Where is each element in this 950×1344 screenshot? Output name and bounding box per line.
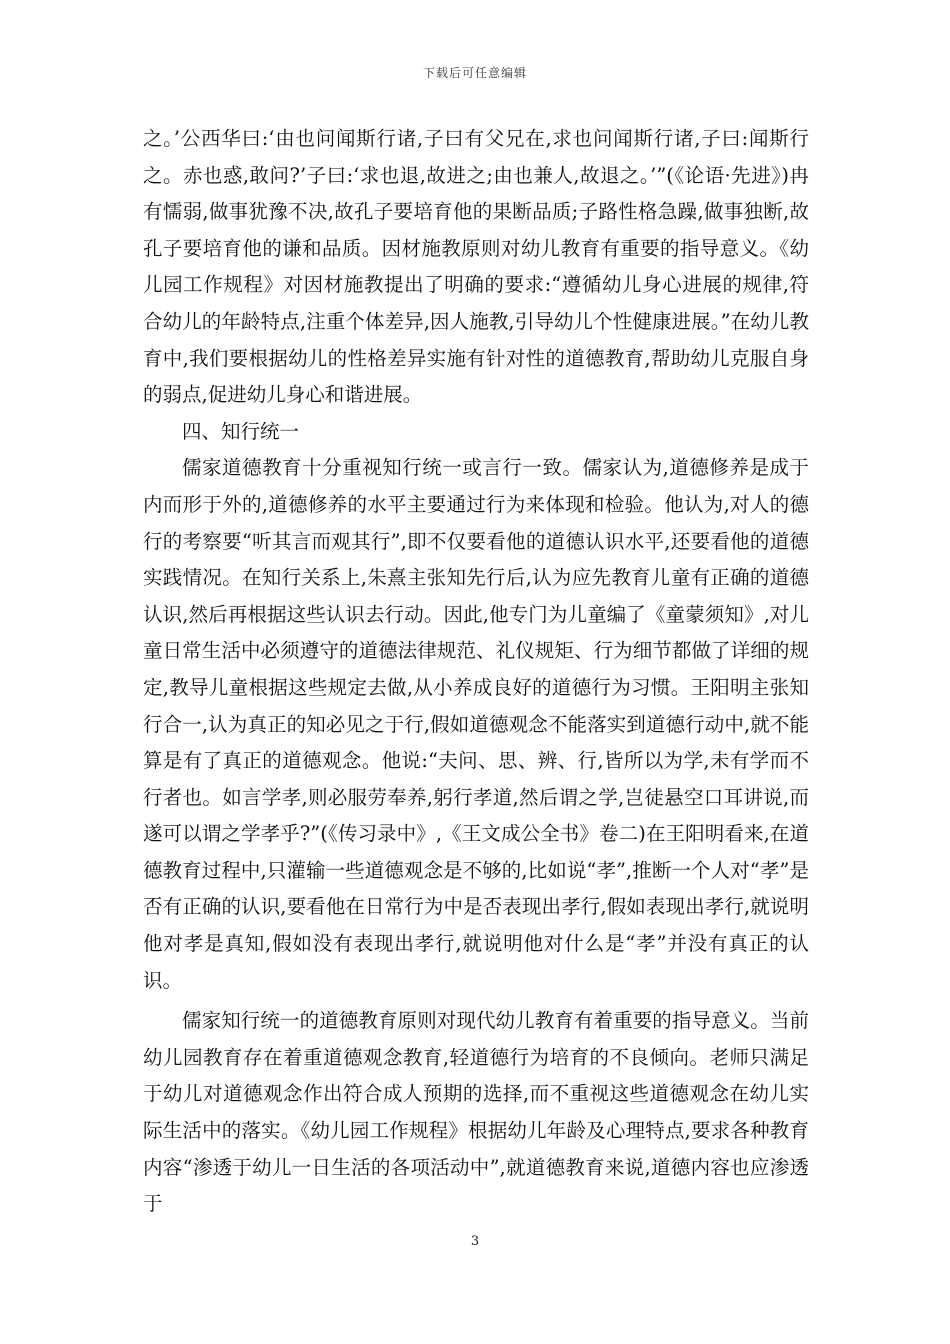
paragraph: 儒家道德教育十分重视知行统一或言行一致。儒家认为,道德修养是成于内而形于外的,道德修养的水平主要通过行为来体现和检验。他认为,对人的德行的考察要“听其言而观其行”,即不仅要看他的道德认识水平,还要看他的道德实践情况。在知行关系上,朱熹主张知先行后,认为应先教育儿童有正确的道德认识,然后再根据这些认识去行动。因此,他专门为儿童编了《童蒙须知》,对儿童日常生活中必须遵守的道德法律规范、礼仪规矩、行为细节都做了详细的规定,教导儿童根据这些规定去做,从小养成良好的道德行为习惯。王阳明主张知行合一,认为真正的知必见之于行,假如道德观念不能落实到道德行动中,就不能算是有了真正的道德观念。他说:“夫问、思、辨、行,皆所以为学,未有学而不行者也。如言学孝,则必服劳奉养,躬行孝道,然后谓之学,岂徒悬空口耳讲说,而遂可以谓之学孝乎?”(《传习录中》,《王文成公全书》卷二)在王阳明看来,在道德教育过程中,只灌输一些道德观念是不够的,比如说“孝”,推断一个人对“孝”是否有正确的认识,要看他在日常行为中是否表现出孝行,假如表现出孝行,就说明他对孝是真知,假如没有表现出孝行,就说明他对什么是“孝”并没有真正的认识。: [143, 456, 809, 992]
paragraph-continued: 之。’公西华曰:‘由也问闻斯行诸,子曰有父兄在,求也问闻斯行诸,子曰:闻斯行之。赤也惑,敢问?’子曰:‘求也退,故进之;由也兼人,故退之。’”(《论语·先进》)冉有懦弱,做事犹豫不决,故孔子要培育他的果断品质;子路性格急躁,做事独断,故孔子要培育他的谦和品质。因材施教原则对幼儿教育有重要的指导意义。《幼儿园工作规程》对因材施教提出了明确的要求:“遵循幼儿身心进展的规律,符合幼儿的年龄特点,注重个体差异,因人施教,引导幼儿个性健康进展。”在幼儿教育中,我们要根据幼儿的性格差异实施有针对性的道德教育,帮助幼儿克服自身的弱点,促进幼儿身心和谐进展。: [143, 127, 809, 407]
document-body: [143, 121, 809, 1223]
paragraph: 儒家知行统一的道德教育原则对现代幼儿教育有着重要的指导意义。当前幼儿园教育存在着重道德观念教育,轻道德行为培育的不良倾向。老师只满足于幼儿对道德观念作出符合成人预期的选择,而不重视这些道德观念在幼儿实际生活中的落实。《幼儿园工作规程》根据幼儿年龄及心理特点,要求各种教育内容“渗透于幼儿一日生活的各项活动中”,就道德教育来说,道德内容也应渗透于: [143, 1009, 809, 1216]
section-heading: 四、知行统一: [182, 419, 300, 443]
page-number: 3: [470, 1234, 480, 1249]
page-header: 下载后可任意编辑: [422, 66, 527, 80]
